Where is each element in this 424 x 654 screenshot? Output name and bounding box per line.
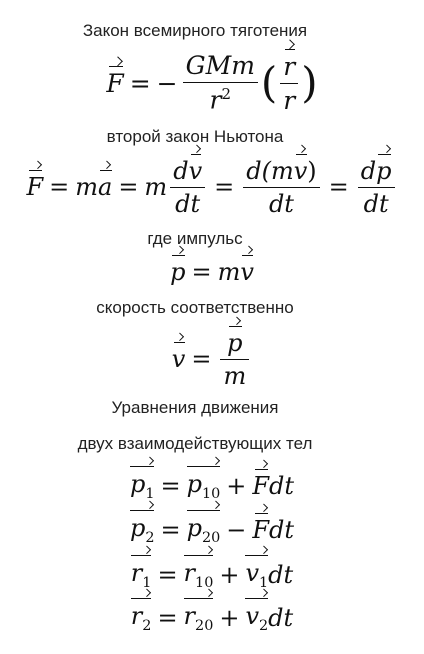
momentum-label: где импульс (147, 229, 243, 248)
momentum-2-equation: $p_2$ = $p_{20}$ − F dt (129, 514, 295, 546)
gravity-fraction: $\frac{\text{GMm}}{r^2}$ (183, 51, 258, 114)
momentum-1-equation: $p_1$ = $p_{10}$ + F dt (129, 470, 295, 502)
momentum-equation: p = m v (170, 258, 254, 286)
unit-vector-fraction: $\frac{r}{r}$ (280, 52, 298, 115)
newton-equation: F = m a = m $\frac{dv}{dt}$ = $\frac{d(mv)}{dt}$ = $\frac{dp}{dt}$ (0, 152, 424, 222)
gravity-equation: F = − $\frac{\text{GMm}}{r^2}$ ( $\frac{r}{r}$ ) (106, 51, 318, 115)
position-2-equation: $r_2$ = $r_{20}$ + $v_2$ dt (130, 602, 294, 634)
gravity-law-label: Закон всемирного тяготения (82, 21, 308, 40)
equations-motion-label: Уравнения движения (111, 398, 279, 417)
two-bodies-label: двух взаимодействующих тел (77, 434, 313, 453)
position-1-equation: $r_1$ = $r_{10}$ + $v_1$ dt (130, 559, 294, 591)
force-vector: F (106, 68, 124, 98)
newton-second-label: второй закон Ньютона (106, 127, 284, 146)
velocity-label: скорость соответственно (96, 298, 294, 317)
velocity-equation: v = $\frac{p}{m}$ (0, 326, 424, 392)
